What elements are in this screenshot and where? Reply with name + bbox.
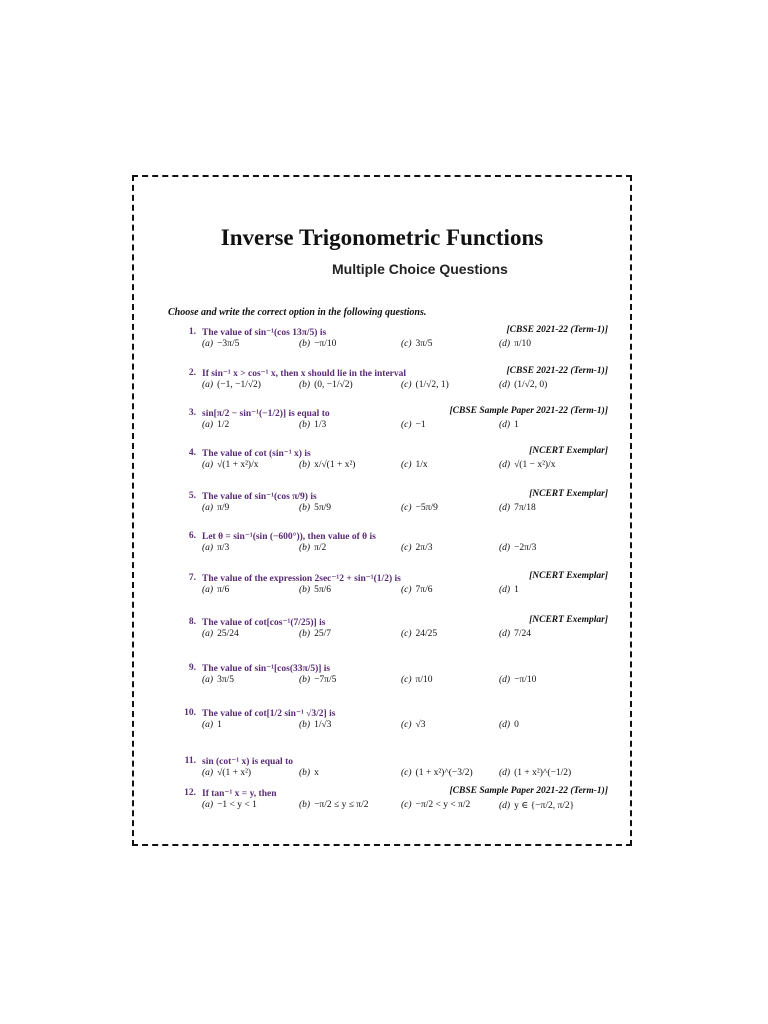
question-line xyxy=(168,706,608,720)
option-label: (a) xyxy=(202,503,214,513)
question-item xyxy=(168,661,608,693)
question-line xyxy=(168,754,608,768)
option-text: 1 xyxy=(514,420,519,430)
question-item xyxy=(168,406,608,438)
option-text: π/10 xyxy=(514,339,532,349)
answer-option xyxy=(401,460,428,470)
option-text: π/10 xyxy=(415,675,433,685)
question-source: [NCERT Exemplar] xyxy=(529,446,608,456)
question-text: Let θ = sin⁻¹(sin (−600°)), then value of θ is xyxy=(202,531,376,542)
option-text: 1/√3 xyxy=(314,720,332,730)
answer-option xyxy=(202,585,229,595)
option-text: 2π/3 xyxy=(415,543,433,553)
question-source: [NCERT Exemplar] xyxy=(529,489,608,499)
question-source: [NCERT Exemplar] xyxy=(529,571,608,581)
options-row xyxy=(202,585,608,603)
option-label: (b) xyxy=(299,420,311,430)
options-row xyxy=(202,380,608,398)
option-label: (b) xyxy=(299,380,311,390)
question-source: [CBSE 2021-22 (Term-1)] xyxy=(506,366,608,376)
question-item xyxy=(168,706,608,738)
option-text: 7π/6 xyxy=(415,585,433,595)
option-label: (d) xyxy=(499,503,511,513)
question-line xyxy=(168,571,608,585)
question-text: If tan⁻¹ x = y, then xyxy=(202,788,277,799)
answer-option xyxy=(401,675,432,685)
answer-option xyxy=(401,629,437,639)
answer-option xyxy=(202,543,229,553)
question-number: 1. xyxy=(188,327,196,337)
option-label: (d) xyxy=(499,629,511,639)
option-text: 1/x xyxy=(415,460,428,470)
option-label: (d) xyxy=(499,585,511,595)
question-number: 4. xyxy=(188,448,196,458)
question-number: 2. xyxy=(188,368,196,378)
question-source: [CBSE Sample Paper 2021-22 (Term-1)] xyxy=(449,406,608,416)
option-label: (a) xyxy=(202,675,214,685)
answer-option xyxy=(401,543,432,553)
answer-option xyxy=(202,460,258,470)
option-label: (d) xyxy=(499,380,511,390)
answer-option xyxy=(202,800,257,810)
question-text: The value of the expression 2sec⁻¹2 + sin⁻¹(1/2) is xyxy=(202,573,401,584)
answer-option xyxy=(499,768,571,778)
answer-option xyxy=(401,503,438,513)
option-text: −5π/9 xyxy=(415,503,438,513)
option-text: π/3 xyxy=(217,543,230,553)
option-label: (d) xyxy=(499,420,511,430)
question-line xyxy=(168,406,608,420)
question-line xyxy=(168,529,608,543)
answer-option xyxy=(202,768,251,778)
option-label: (c) xyxy=(401,380,412,390)
answer-option xyxy=(499,720,519,730)
option-label: (d) xyxy=(499,460,511,470)
option-text: (1 + x²)^(−1/2) xyxy=(514,768,572,778)
option-text: 0 xyxy=(514,720,519,730)
answer-option xyxy=(401,768,473,778)
answer-option xyxy=(299,629,331,639)
page-subtitle: Multiple Choice Questions xyxy=(332,261,508,277)
answer-option xyxy=(499,585,519,595)
question-text: The value of sin⁻¹(cos 13π/5) is xyxy=(202,327,327,338)
option-label: (a) xyxy=(202,585,214,595)
option-text: (1 + x²)^(−3/2) xyxy=(415,768,473,778)
question-text: The value of sin⁻¹[cos(33π/5)] is xyxy=(202,663,331,674)
option-label: (b) xyxy=(299,800,311,810)
option-text: π/2 xyxy=(314,543,327,553)
option-label: (a) xyxy=(202,800,214,810)
option-label: (a) xyxy=(202,629,214,639)
question-line xyxy=(168,786,608,800)
question-number: 8. xyxy=(188,617,196,627)
option-text: 3π/5 xyxy=(217,675,235,685)
answer-option xyxy=(401,800,470,810)
option-label: (c) xyxy=(401,543,412,553)
option-text: 25/7 xyxy=(314,629,331,639)
answer-option xyxy=(299,543,326,553)
option-text: 3π/5 xyxy=(415,339,433,349)
answer-option xyxy=(499,339,531,349)
answer-option xyxy=(202,675,234,685)
option-text: π/6 xyxy=(217,585,230,595)
answer-option xyxy=(401,380,449,390)
option-text: (−1, −1/√2) xyxy=(217,380,261,390)
answer-option xyxy=(202,503,229,513)
question-text: sin[π/2 − sin⁻¹(−1/2)] is equal to xyxy=(202,408,330,419)
question-text: The value of cot (sin⁻¹ x) is xyxy=(202,448,311,459)
question-number: 11. xyxy=(184,756,196,766)
question-number: 7. xyxy=(188,573,196,583)
answer-option xyxy=(499,675,536,685)
options-row xyxy=(202,339,608,357)
question-source: [CBSE Sample Paper 2021-22 (Term-1)] xyxy=(449,786,608,796)
option-text: √(1 − x²)/x xyxy=(514,460,556,470)
option-label: (c) xyxy=(401,800,412,810)
question-text: If sin⁻¹ x > cos⁻¹ x, then x should lie in the interval xyxy=(202,368,407,379)
option-text: √(1 + x²) xyxy=(217,768,252,778)
option-label: (d) xyxy=(499,543,511,553)
options-row xyxy=(202,503,608,521)
question-item xyxy=(168,489,608,521)
question-text: sin (cot⁻¹ x) is equal to xyxy=(202,756,293,767)
option-label: (a) xyxy=(202,768,214,778)
option-label: (b) xyxy=(299,720,311,730)
question-number: 6. xyxy=(188,531,196,541)
question-source: [NCERT Exemplar] xyxy=(529,615,608,625)
option-label: (c) xyxy=(401,503,412,513)
option-label: (c) xyxy=(401,420,412,430)
answer-option xyxy=(499,460,555,470)
option-label: (c) xyxy=(401,768,412,778)
option-text: 7/24 xyxy=(514,629,531,639)
question-number: 3. xyxy=(188,408,196,418)
option-text: 7π/18 xyxy=(514,503,536,513)
question-item xyxy=(168,325,608,357)
option-text: x/√(1 + x²) xyxy=(314,460,356,470)
option-label: (a) xyxy=(202,420,214,430)
option-text: 5π/9 xyxy=(314,503,332,513)
page-title: Inverse Trigonometric Functions xyxy=(220,225,544,250)
option-text: −7π/5 xyxy=(314,675,337,685)
option-text: 1/3 xyxy=(314,420,327,430)
question-item xyxy=(168,615,608,647)
options-row xyxy=(202,675,608,693)
answer-option xyxy=(299,720,331,730)
option-text: −π/2 ≤ y ≤ π/2 xyxy=(314,800,369,810)
option-label: (c) xyxy=(401,339,412,349)
question-source: [CBSE 2021-22 (Term-1)] xyxy=(506,325,608,335)
answer-option xyxy=(202,420,229,430)
option-text: (0, −1/√2) xyxy=(314,380,353,390)
document-frame xyxy=(132,175,632,846)
question-line xyxy=(168,325,608,339)
question-item xyxy=(168,366,608,398)
answer-option xyxy=(202,339,239,349)
option-text: √(1 + x²)/x xyxy=(217,460,259,470)
question-number: 10. xyxy=(184,708,196,718)
option-label: (a) xyxy=(202,460,214,470)
option-label: (d) xyxy=(499,339,511,349)
option-text: 1 xyxy=(217,720,222,730)
question-line xyxy=(168,489,608,503)
question-number: 12. xyxy=(184,788,196,798)
answer-option xyxy=(299,585,331,595)
option-text: 1/2 xyxy=(217,420,230,430)
option-text: 24/25 xyxy=(415,629,438,639)
options-row xyxy=(202,629,608,647)
question-number: 5. xyxy=(188,491,196,501)
options-row xyxy=(202,800,608,818)
option-label: (a) xyxy=(202,339,214,349)
option-label: (c) xyxy=(401,585,412,595)
question-text: The value of cot[cos⁻¹(7/25)] is xyxy=(202,617,326,628)
option-label: (c) xyxy=(401,720,412,730)
question-line xyxy=(168,366,608,380)
answer-option xyxy=(299,460,355,470)
option-text: −π/10 xyxy=(314,339,337,349)
option-label: (a) xyxy=(202,543,214,553)
answer-option xyxy=(299,420,326,430)
answer-option xyxy=(499,629,531,639)
option-text: −2π/3 xyxy=(514,543,537,553)
question-item xyxy=(168,446,608,478)
options-row xyxy=(202,543,608,561)
option-label: (a) xyxy=(202,720,214,730)
option-label: (c) xyxy=(401,629,412,639)
option-label: (b) xyxy=(299,585,311,595)
question-item xyxy=(168,754,608,786)
question-text: The value of cot[1/2 sin⁻¹ √3/2] is xyxy=(202,708,336,719)
option-label: (b) xyxy=(299,629,311,639)
answer-option xyxy=(499,420,519,430)
option-text: x xyxy=(314,768,319,778)
option-text: −π/10 xyxy=(514,675,537,685)
option-text: −π/2 < y < π/2 xyxy=(415,800,471,810)
question-item xyxy=(168,786,608,818)
option-label: (b) xyxy=(299,675,311,685)
option-label: (b) xyxy=(299,460,311,470)
option-label: (d) xyxy=(499,800,511,811)
option-label: (b) xyxy=(299,339,311,349)
option-label: (b) xyxy=(299,768,311,778)
option-text: 1 xyxy=(514,585,519,595)
option-text: 5π/6 xyxy=(314,585,332,595)
answer-option xyxy=(202,720,222,730)
question-line xyxy=(168,661,608,675)
options-row xyxy=(202,768,608,786)
answer-option xyxy=(299,675,336,685)
option-label: (d) xyxy=(499,768,511,778)
question-line xyxy=(168,615,608,629)
option-text: (1/√2, 1) xyxy=(415,380,449,390)
answer-option xyxy=(499,800,574,811)
option-label: (b) xyxy=(299,503,311,513)
option-text: 25/24 xyxy=(217,629,239,639)
answer-option xyxy=(499,543,536,553)
question-number: 9. xyxy=(188,663,196,673)
answer-option xyxy=(499,503,536,513)
option-text: −1 xyxy=(415,420,426,430)
option-label: (d) xyxy=(499,720,511,730)
option-text: π/9 xyxy=(217,503,230,513)
option-label: (c) xyxy=(401,675,412,685)
answer-option xyxy=(202,629,239,639)
answer-option xyxy=(401,720,426,730)
option-label: (c) xyxy=(401,460,412,470)
answer-option xyxy=(401,585,432,595)
option-text: √3 xyxy=(415,720,426,730)
answer-option xyxy=(299,800,369,810)
option-text: −3π/5 xyxy=(217,339,240,349)
option-label: (b) xyxy=(299,543,311,553)
option-text: −1 < y < 1 xyxy=(217,800,257,810)
option-label: (a) xyxy=(202,380,214,390)
question-line xyxy=(168,446,608,460)
instructions: Choose and write the correct option in the following questions. xyxy=(168,307,427,318)
answer-option xyxy=(401,420,426,430)
options-row xyxy=(202,420,608,438)
options-row xyxy=(202,720,608,738)
answer-option xyxy=(299,380,353,390)
options-row xyxy=(202,460,608,478)
answer-option xyxy=(202,380,261,390)
answer-option xyxy=(299,339,336,349)
question-item xyxy=(168,529,608,561)
question-text: The value of sin⁻¹(cos π/9) is xyxy=(202,491,317,502)
option-text: y ∈ {−π/2, π/2} xyxy=(514,801,575,811)
answer-option xyxy=(499,380,547,390)
answer-option xyxy=(401,339,432,349)
option-label: (d) xyxy=(499,675,511,685)
answer-option xyxy=(299,768,319,778)
answer-option xyxy=(299,503,331,513)
question-item xyxy=(168,571,608,603)
option-text: (1/√2, 0) xyxy=(514,380,548,390)
